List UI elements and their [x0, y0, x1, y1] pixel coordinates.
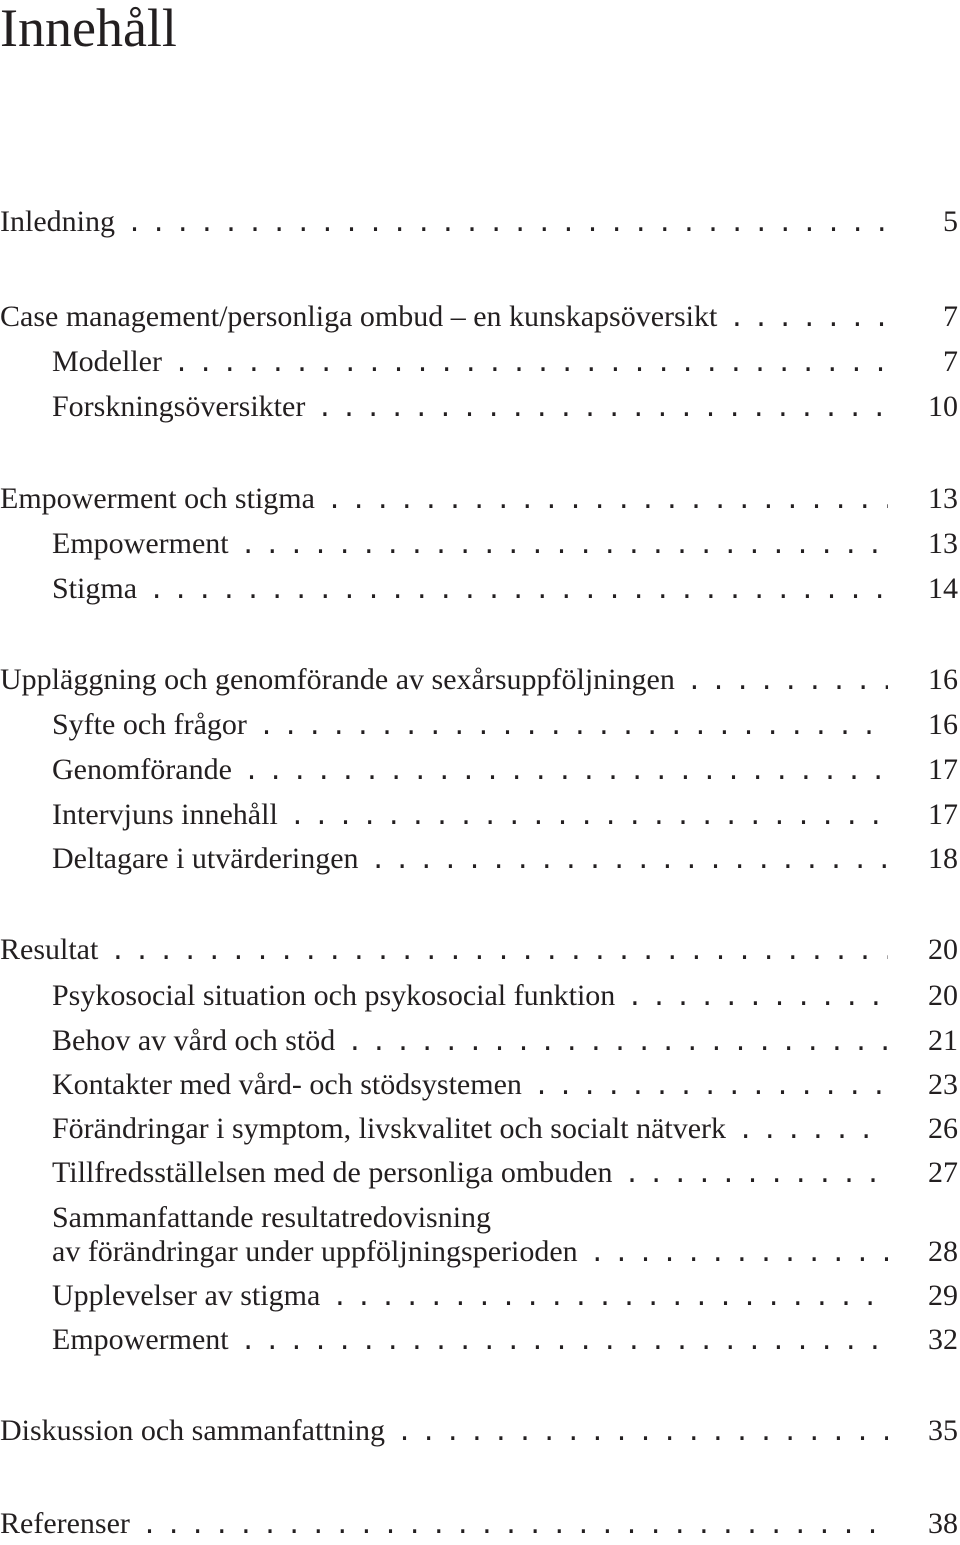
toc-subentry-sammanfattande[interactable]: [0, 1201, 960, 1272]
toc-entry-page: 14: [928, 572, 958, 605]
toc-entry-page: 13: [928, 482, 958, 515]
toc-entry-page: 26: [928, 1112, 958, 1145]
toc-subentry-deltagare[interactable]: [0, 839, 960, 879]
toc-entry-label: Uppläggning och genomförande av sexårsuppföljningen . . .: [0, 660, 888, 701]
toc-entry-page: 7: [943, 300, 958, 333]
toc-entry-label: Empowerment och stigma . . .: [0, 479, 888, 520]
toc-entry-page: 35: [928, 1414, 958, 1447]
toc-entry-resultat[interactable]: [0, 930, 960, 970]
toc-subentry-modeller[interactable]: [0, 342, 960, 382]
toc-entry-label: Stigma . . .: [52, 569, 888, 610]
toc-entry-label: Diskussion och sammanfattning . . .: [0, 1411, 888, 1452]
toc-subentry-tillfredsstallelsen[interactable]: [0, 1153, 960, 1193]
toc-entry-page: 7: [943, 345, 958, 378]
toc-subentry-forskningsoversikter[interactable]: [0, 387, 960, 427]
toc-entry-page: 27: [928, 1156, 958, 1189]
toc-entry-label: Empowerment . . .: [52, 524, 888, 565]
toc-subentry-kontakter[interactable]: [0, 1065, 960, 1105]
toc-subentry-forandringar[interactable]: [0, 1109, 960, 1149]
toc-entry-referenser[interactable]: [0, 1504, 960, 1544]
toc-entry-page: 23: [928, 1068, 958, 1101]
toc-entry-label: Forskningsöversikter . . .: [52, 387, 888, 428]
toc-entry-label-first-line: Sammanfattande resultatredovisning: [52, 1201, 492, 1234]
toc-subentry-upplevelser[interactable]: [0, 1276, 960, 1316]
toc-entry-label: Inledning . . .: [0, 202, 888, 243]
toc-entry-label: Referenser . . .: [0, 1504, 888, 1545]
toc-entry-label: Förändringar i symptom, livskvalitet och socialt nätverk . . .: [52, 1109, 888, 1150]
toc-entry-label: Behov av vård och stöd . . .: [52, 1021, 888, 1062]
page-title: Innehåll: [0, 0, 177, 58]
toc-subentry-syfte[interactable]: [0, 705, 960, 745]
toc-entry-label: Intervjuns innehåll . . .: [52, 795, 888, 836]
toc-subentry-intervjuns-innehall[interactable]: [0, 795, 960, 835]
toc-entry-page: 10: [928, 390, 958, 423]
toc-subentry-empowerment-resultat[interactable]: [0, 1320, 960, 1360]
toc-entry-page: 38: [928, 1507, 958, 1540]
toc-entry-page: 20: [928, 979, 958, 1012]
toc-entry-page: 29: [928, 1279, 958, 1312]
toc-subentry-genomforande[interactable]: [0, 750, 960, 790]
toc-entry-page: 21: [928, 1024, 958, 1057]
toc-entry-label: Case management/personliga ombud – en kunskapsöversikt . . .: [0, 297, 888, 338]
toc-subentry-psykosocial[interactable]: [0, 976, 960, 1016]
toc-entry-page: 17: [928, 753, 958, 786]
toc-entry-label: Genomförande . . .: [52, 750, 888, 791]
toc-entry-label: Resultat . . .: [0, 930, 888, 971]
toc-entry-diskussion[interactable]: [0, 1411, 960, 1451]
toc-entry-inledning[interactable]: [0, 202, 960, 242]
toc-entry-label: av förändringar under uppföljningsperioden . . .: [52, 1232, 888, 1273]
toc-entry-label: Psykosocial situation och psykosocial funktion . . .: [52, 976, 888, 1017]
toc-entry-label: Syfte och frågor . . .: [52, 705, 888, 746]
toc-entry-page: 16: [928, 708, 958, 741]
toc-entry-label: Empowerment . . .: [52, 1320, 888, 1361]
toc-subentry-empowerment[interactable]: [0, 524, 960, 564]
toc-entry-label: Deltagare i utvärderingen . . .: [52, 839, 888, 880]
toc-entry-case-management[interactable]: [0, 297, 960, 337]
toc-entry-page: 13: [928, 527, 958, 560]
toc-entry-label: Tillfredsställelsen med de personliga ombuden . . .: [52, 1153, 888, 1194]
toc-subentry-behov[interactable]: [0, 1021, 960, 1061]
toc-entry-page: 18: [928, 842, 958, 875]
toc-entry-page: 32: [928, 1323, 958, 1356]
toc-entry-page: 17: [928, 798, 958, 831]
toc-entry-page: 20: [928, 933, 958, 966]
toc-entry-page: 16: [928, 663, 958, 696]
toc-subentry-stigma[interactable]: [0, 569, 960, 609]
toc-entry-upplaggning[interactable]: [0, 660, 960, 700]
toc-entry-label: Modeller . . .: [52, 342, 888, 383]
toc-entry-page: 28: [928, 1235, 958, 1268]
toc-entry-page: 5: [943, 205, 958, 238]
toc-entry-label: Kontakter med vård- och stödsystemen . . .: [52, 1065, 888, 1106]
toc-entry-empowerment-och-stigma[interactable]: [0, 479, 960, 519]
toc-entry-label: Upplevelser av stigma . . .: [52, 1276, 888, 1317]
